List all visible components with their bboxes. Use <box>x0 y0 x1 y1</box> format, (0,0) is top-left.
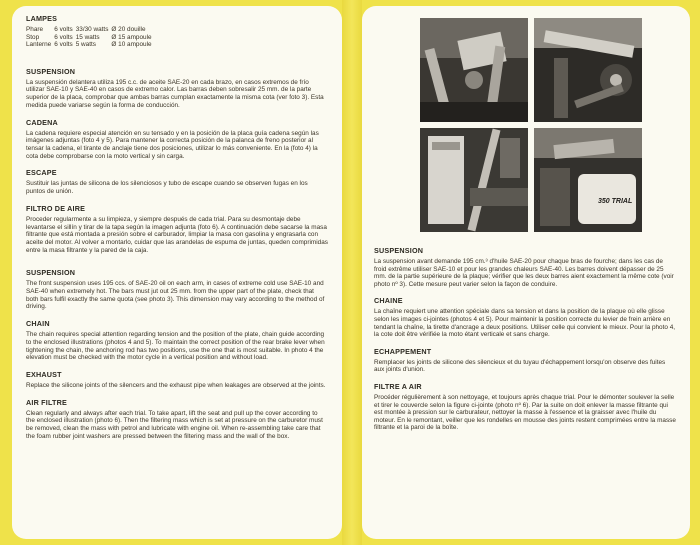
lamps-table <box>26 26 155 49</box>
es-escape-section <box>26 168 328 195</box>
fr-filtre-section <box>374 382 676 432</box>
section-title: FILTRO DE AIRE <box>26 203 86 213</box>
photo-chain-tension <box>420 128 528 232</box>
lamps-section <box>26 14 328 49</box>
photo-grid <box>420 18 676 232</box>
lamps-row <box>26 34 155 42</box>
lamp-volts: 6 volts <box>54 26 73 33</box>
lamp-watts: 33/30 watts <box>75 26 109 33</box>
page-fold <box>342 0 362 545</box>
photo-model-label: 350 TRIAL <box>598 198 633 205</box>
section-text: La suspension avant demande 195 cm.³ d'huile SAE-20 pour chaque bras de fourche; dans les cas de froid extrême utiliser SAE-10 et pour les grandes chaleurs SAE-40. Les barres doivent dépasser de 25 mm. de la partie supérieure de la plaque; vérifier que les deux barres aient exactement la même cote (voir photo nº 3). Cette mesure peut varier selon la façon de conduire. <box>374 258 674 288</box>
section-title: FILTRE A AIR <box>374 381 422 391</box>
section-title: SUSPENSION <box>26 66 76 76</box>
en-chain-section <box>26 319 328 362</box>
lamp-name: Lanterne <box>26 41 52 49</box>
section-text: Sustituir las juntas de silicona de los silenciosos y tubo de escape cuando se observen fugas en los puntos de unión. <box>26 180 308 196</box>
section-text: La cadena requiere especial atención en su tensado y en la posición de la placa guía cadena según las imágenes adjuntas (foto 4 y 5). Para mantener la correcta posición de la palanca de freno posterior al tensar la cadena, el tirante de anclaje tiene dos posiciones, utilizar lo más conveniente. En la (foto 4) la cota debe comprobarse con la moto vertical y sin carga. <box>26 129 319 160</box>
section-title: CHAIN <box>26 319 50 329</box>
right-page <box>362 6 690 539</box>
fr-chaine-section <box>374 296 676 338</box>
es-cadena-section <box>26 118 328 161</box>
es-suspension-section <box>26 67 328 110</box>
section-text: La suspensión delantera utiliza 195 c.c. de aceite SAE-20 en cada brazo, en casos extremos de frío utilizar SAE-10 y SAE-40 en casos de extremo calor. Las barras deben sobresalir 25 mm. de la parte superior de la placa, comprobar que ambas barras cumplan exactamente la misma cota (ver foto 3). Esta medida puede variarse según la forma de conducción. <box>26 78 324 109</box>
es-filtro-section <box>26 204 328 255</box>
photo-fork-top <box>420 18 528 122</box>
section-title: ESCAPE <box>26 168 57 178</box>
lamp-socket: Ø 20 douille <box>111 26 146 33</box>
fr-echappement-section <box>374 347 676 374</box>
lamp-watts: 15 watts <box>75 33 100 41</box>
lamp-watts: 5 watts <box>75 41 96 49</box>
lamp-name: Stop <box>26 33 40 41</box>
lamps-title: LAMPES <box>26 14 58 23</box>
lamp-volts: 6 volts <box>54 41 73 49</box>
photo-air-filter <box>534 128 642 232</box>
section-title: CHAINE <box>374 296 403 306</box>
section-text: Proceder regularmente a su limpieza, y siempre después de cada trial. Para su desmontaje debe levantarse el sillín y tirar de la tapa según la imagen adjunta (foto 6). A continuación debe sacarse la masa filtrante que está montada a presión sobre el carburador, limpiar la masa con gasolina y engrasarla con aceite del motor. Al volver a montarlo, cuidar que las arandelas de espuma de juntas, queden comprimidas entre la masa filtrante y la pared de la caja. <box>26 215 328 254</box>
section-title: CADENA <box>26 117 58 127</box>
tension-photo-image <box>420 128 528 232</box>
section-title: EXHAUST <box>26 369 62 379</box>
chain-photo-image <box>534 18 642 122</box>
section-text: Clean regularly and always after each trial. To take apart, lift the seat and pull up the cover according to the enclosed illustration (photo 6). Then the filtering mass which is set at pressure on the carburetor must be removed, clean the mass with petrol and lubricate with engine oil. When re-assembling take care that the foam rubber joint washers are pressed between the filtering mass and the wall of the box. <box>26 409 323 440</box>
section-title: ECHAPPEMENT <box>374 346 432 356</box>
section-text: La chaîne requiert une attention spéciale dans sa tension et dans la position de la plaque où elle glisse selon les images ci-jointes (photos 4 et 5). Pour maintenir la position correcte du levier de frein arrière en tendant la chaîne, la tirette d'ancrage a deux positions. Utiliser celle qui convient le mieux. Pour la photo 4, la cote doit être vérifiée la moto étant verticale et sans charge. <box>374 308 676 339</box>
section-title: AIR FILTRE <box>26 397 67 407</box>
lamps-row <box>26 26 155 34</box>
lamps-row <box>26 41 155 49</box>
section-text: Remplacer les joints de silicone des silencieux et du tuyau d'échappement lorsqu'on observe des fuites aux joints d'union. <box>374 358 666 374</box>
section-title: SUSPENSION <box>26 268 76 278</box>
fr-suspension-section <box>374 246 676 288</box>
lamp-name: Phare <box>26 26 44 33</box>
section-text: The chain requires special attention regarding tension and the position of the plate, chain guide according to the enclosed illustrations (photos 4 and 5). To maintain the correct position of the rear brake lever when tightening the chain, the anchoring rod has two positions, use the one that is most suitable. In photo 4 the elevation must be checked with the motor cycle in a vertical position and without load. <box>26 331 325 362</box>
lamp-socket: Ø 15 ampoule <box>111 33 152 41</box>
photo-chain-guide <box>534 18 642 122</box>
section-text: Procéder régulièrement à son nettoyage, et toujours après chaque trial. Pour le démonter soulever la selle et tirer le couvercle selon la figure ci-jointe (photo nº 6). Par la suite on doit enlever la masse filtrante qui est montée à pression sur le carburateur, nettoyer la masse à l'essence et la graisser avec l'huile du moteur. En le remontant, veiller que les rondelles en mousse des joints restent comprimées entre la masse filtrante et la paroi de la boîte. <box>374 393 676 432</box>
en-airfilter-section <box>26 398 328 441</box>
left-page <box>12 6 342 539</box>
section-text: The front suspension uses 195 ccs. of SAE-20 oil on each arm, in cases of extreme cold use SAE-10 and SAE-40 when extremely hot. The bars must jut out 25 mm. from the upper part of the plate, check that both bars fulfil exactly the same quota (see photo 3). This dimension may vary according to the method of driving. <box>26 280 325 311</box>
lamp-volts: 6 volts <box>54 33 73 41</box>
en-exhaust-section <box>26 370 328 390</box>
en-suspension-section <box>26 268 328 311</box>
section-title: SUSPENSION <box>374 246 424 255</box>
filter-photo-image <box>534 128 642 232</box>
lamp-socket: Ø 10 ampoule <box>111 41 152 49</box>
section-text: Replace the silicone joints of the silencers and the exhaust pipe when leakages are observed at the joints. <box>26 381 326 389</box>
fork-photo-image <box>420 18 528 122</box>
